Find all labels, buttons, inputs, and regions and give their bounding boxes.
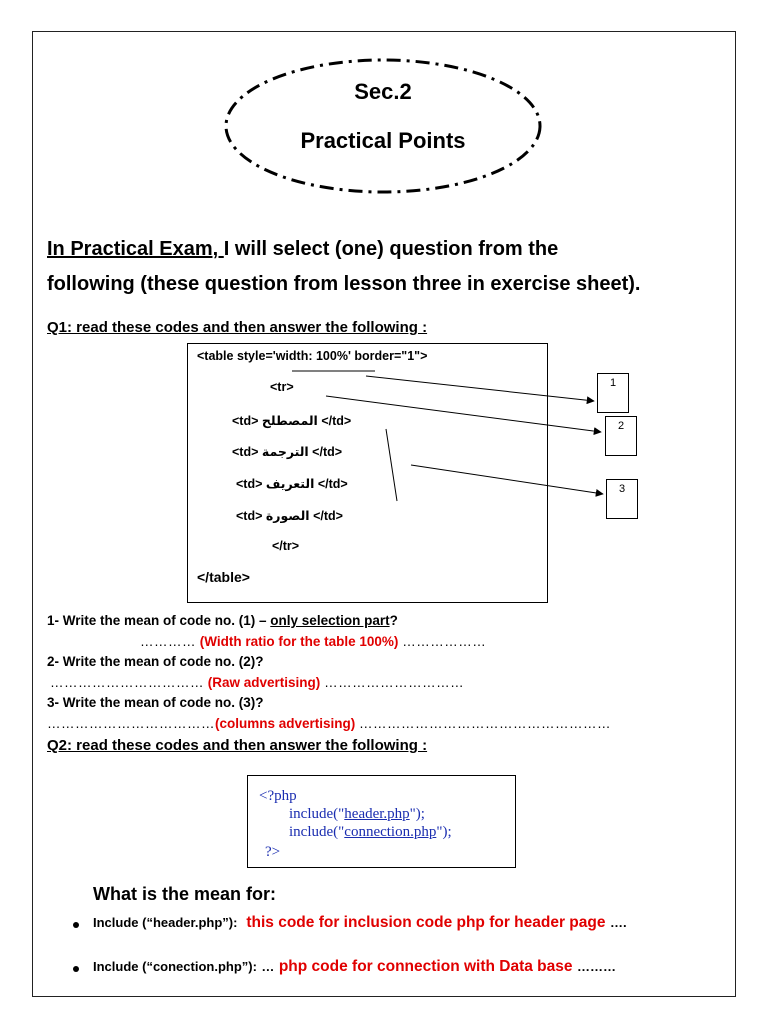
inc2-file: connection.php xyxy=(344,824,437,840)
q1-question-1-underlined: only selection part xyxy=(270,613,390,628)
inc2-post: "); xyxy=(436,824,452,840)
inc1-file: header.php xyxy=(344,806,410,822)
php-include-header xyxy=(289,806,425,823)
php-open-tag: <?php xyxy=(259,788,297,804)
code-line-table-open: <table style='width: 100%' border="1"> xyxy=(197,349,428,363)
q1-question-1 xyxy=(47,613,398,628)
q1-question-1-text: 1- Write the mean of code no. (1) – xyxy=(47,613,271,628)
bullet-1-answer: this code for inclusion code php for header page xyxy=(246,914,606,931)
arrow-to-box-3 xyxy=(411,465,603,494)
column-bracket-line xyxy=(386,429,397,501)
bullet-2-answer: php code for connection with Data base xyxy=(278,958,573,975)
answer-3-dots-after: ……………………………………………… xyxy=(359,716,612,731)
intro-line-2: following (these question from lesson three in exercise sheet). xyxy=(47,273,641,295)
q2-heading: Q2: read these codes and then answer the following : xyxy=(47,737,428,754)
page-title: Practical Points xyxy=(300,128,466,153)
php-include-connection xyxy=(289,824,452,841)
q1-answer-1 xyxy=(140,634,486,649)
intro-underlined: In Practical Exam, xyxy=(47,238,224,260)
q1-question-2: 2- Write the mean of code no. (2)? xyxy=(47,654,264,669)
section-label: Sec.2 xyxy=(354,79,412,104)
bullet-dot-2 xyxy=(73,966,79,972)
q1-heading: Q1: read these codes and then answer the following : xyxy=(47,319,428,336)
php-close-tag: ?> xyxy=(265,844,281,860)
intro-rest: I will select (one) question from the xyxy=(223,238,559,260)
code-line-td-4: <td> الصورة </td> xyxy=(236,509,343,523)
inc1-post: "); xyxy=(409,806,425,822)
q1-question-1-suffix: ? xyxy=(389,613,398,628)
bullet-1-label: Include (“header.php”): xyxy=(93,915,238,930)
what-is-heading: What is the mean for: xyxy=(93,884,277,904)
arrow-to-box-1 xyxy=(366,376,594,401)
box-number-2: 2 xyxy=(605,416,637,456)
code-line-table-close: </table> xyxy=(197,569,250,585)
code-line-td-3: <td> التعريف </td> xyxy=(236,477,348,491)
answer-2-dots-before: …………………………… xyxy=(50,675,204,690)
box-number-1: 1 xyxy=(597,373,629,413)
box-number-3: 3 xyxy=(606,479,638,519)
bullet-2-trail: ……… xyxy=(576,959,616,974)
answer-1-dots-before: ………… xyxy=(140,634,196,649)
bullet-item-2 xyxy=(93,958,616,976)
q1-question-3: 3- Write the mean of code no. (3)? xyxy=(47,695,264,710)
code-line-td-2: <td> الترجمة </td> xyxy=(232,445,343,459)
arrow-to-box-2 xyxy=(326,396,601,432)
answer-1-text: (Width ratio for the table 100%) xyxy=(199,634,399,649)
code-line-td-1: <td> المصطلح </td> xyxy=(232,414,352,428)
bullet-dot-1 xyxy=(73,922,79,928)
inc1-pre: include(" xyxy=(289,806,345,822)
code-line-tr-close: </tr> xyxy=(272,539,300,553)
q1-answer-3 xyxy=(47,716,611,731)
answer-2-text: (Raw advertising) xyxy=(207,675,321,690)
bullet-1-trail: …. xyxy=(609,915,627,930)
bullet-item-1 xyxy=(93,914,627,932)
bullet-2-lead: … xyxy=(261,959,275,974)
answer-3-text: (columns advertising) xyxy=(215,716,356,731)
answer-2-dots-after: ………………………… xyxy=(324,675,465,690)
bullet-2-label: Include (“conection.php”): xyxy=(93,959,257,974)
code-line-tr-open: <tr> xyxy=(270,380,294,394)
answer-1-dots-after: ……………… xyxy=(402,634,487,649)
inc2-pre: include(" xyxy=(289,824,345,840)
answer-3-dots-before: ……………………………… xyxy=(47,716,215,731)
q1-answer-2 xyxy=(50,675,464,690)
